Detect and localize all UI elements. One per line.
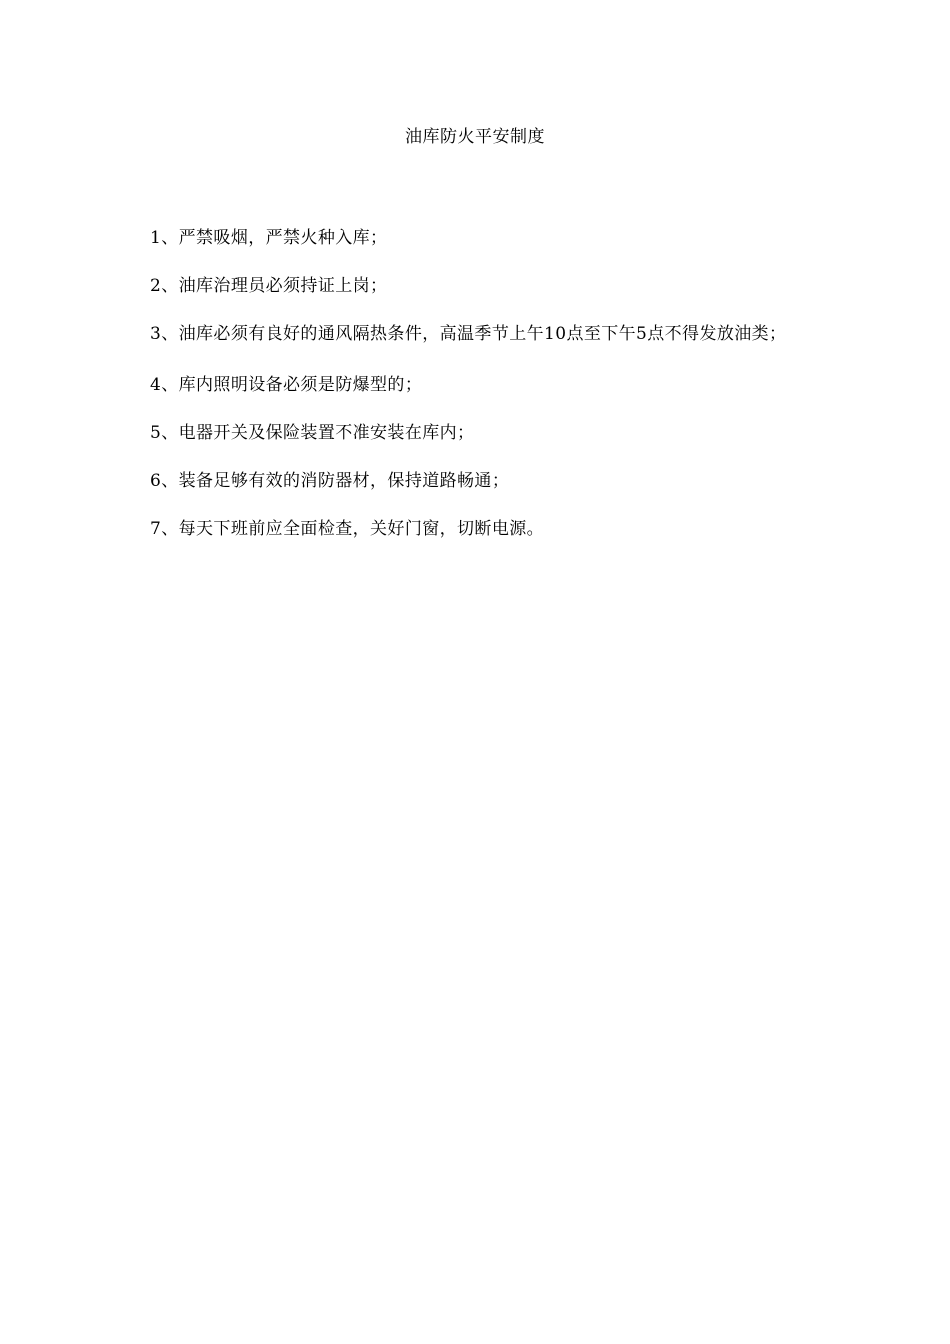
rule-item-2: 2、油库治理员必须持证上岗；: [150, 276, 388, 296]
rules-list: [150, 226, 810, 565]
rule-item-4: 4、库内照明设备必须是防爆型的；: [150, 375, 423, 395]
rule-item-7: 7、每天下班前应全面检查，关好门窗，切断电源。: [150, 519, 545, 539]
document-title: 油库防火平安制度: [405, 127, 545, 147]
rule-item-3: 3、油库必须有良好的通风隔热条件，高温季节上午10点至下午5点不得发放油类；: [150, 324, 787, 344]
rule-item-5: 5、电器开关及保险装置不准安装在库内；: [150, 423, 475, 443]
rule-item-6: 6、装备足够有效的消防器材，保持道路畅通；: [150, 471, 510, 491]
rule-item-1: 1、严禁吸烟，严禁火种入库；: [150, 228, 388, 248]
